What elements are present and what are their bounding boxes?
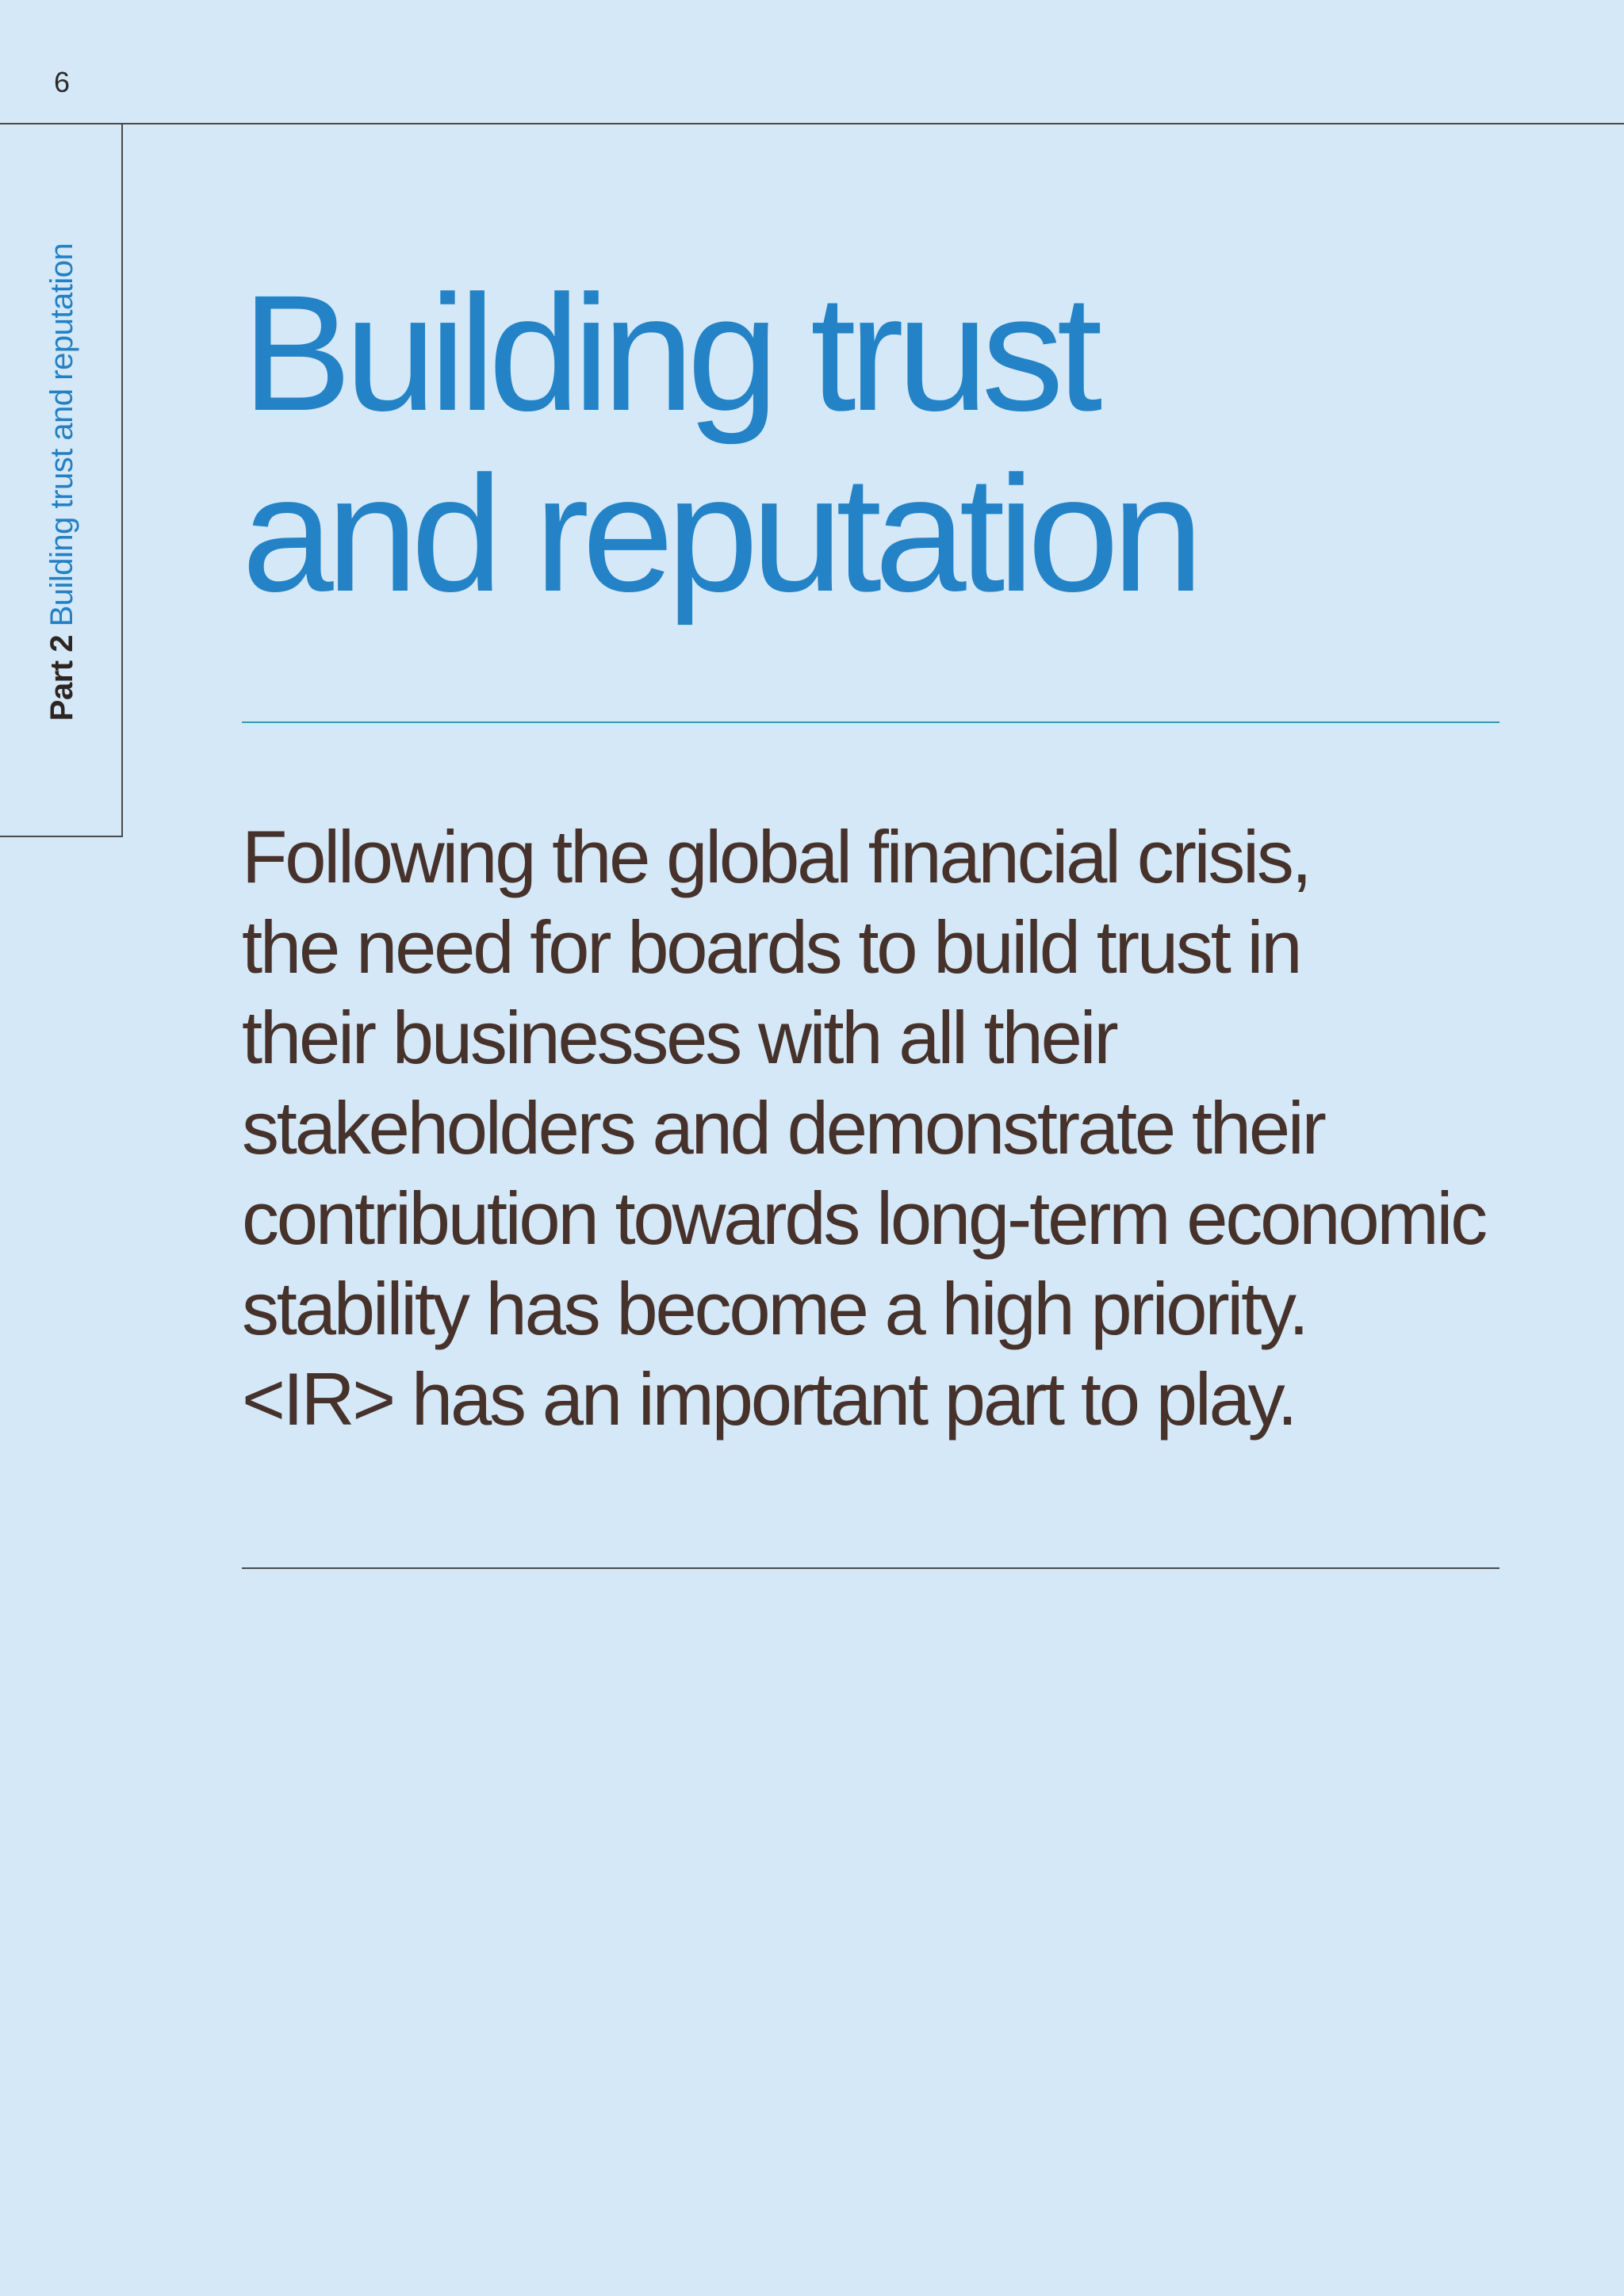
page-title-line: and reputation xyxy=(242,442,1197,626)
intro-line: their businesses with all their xyxy=(242,996,1116,1079)
intro-line: <IR> has an important part to play. xyxy=(242,1357,1296,1441)
title-divider xyxy=(242,721,1500,723)
intro-paragraph xyxy=(242,812,1526,1445)
intro-divider xyxy=(242,1567,1500,1569)
page-number: 6 xyxy=(54,66,71,98)
side-tab-label xyxy=(44,243,79,721)
intro-line: contribution towards long-term economic xyxy=(242,1177,1485,1260)
intro-line: stakeholders and demonstrate their xyxy=(242,1086,1324,1169)
intro-line: Following the global financial crisis, xyxy=(242,815,1310,898)
side-tab-section-title: Building trust and reputation xyxy=(44,243,79,627)
header-divider xyxy=(0,123,1624,124)
intro-line: the need for boards to build trust in xyxy=(242,905,1300,989)
page-title xyxy=(242,263,1511,625)
intro-line: stability has become a high priority. xyxy=(242,1267,1307,1350)
side-tab-part-label: Part 2 xyxy=(44,635,79,721)
page-title-line: Building trust xyxy=(242,262,1096,446)
